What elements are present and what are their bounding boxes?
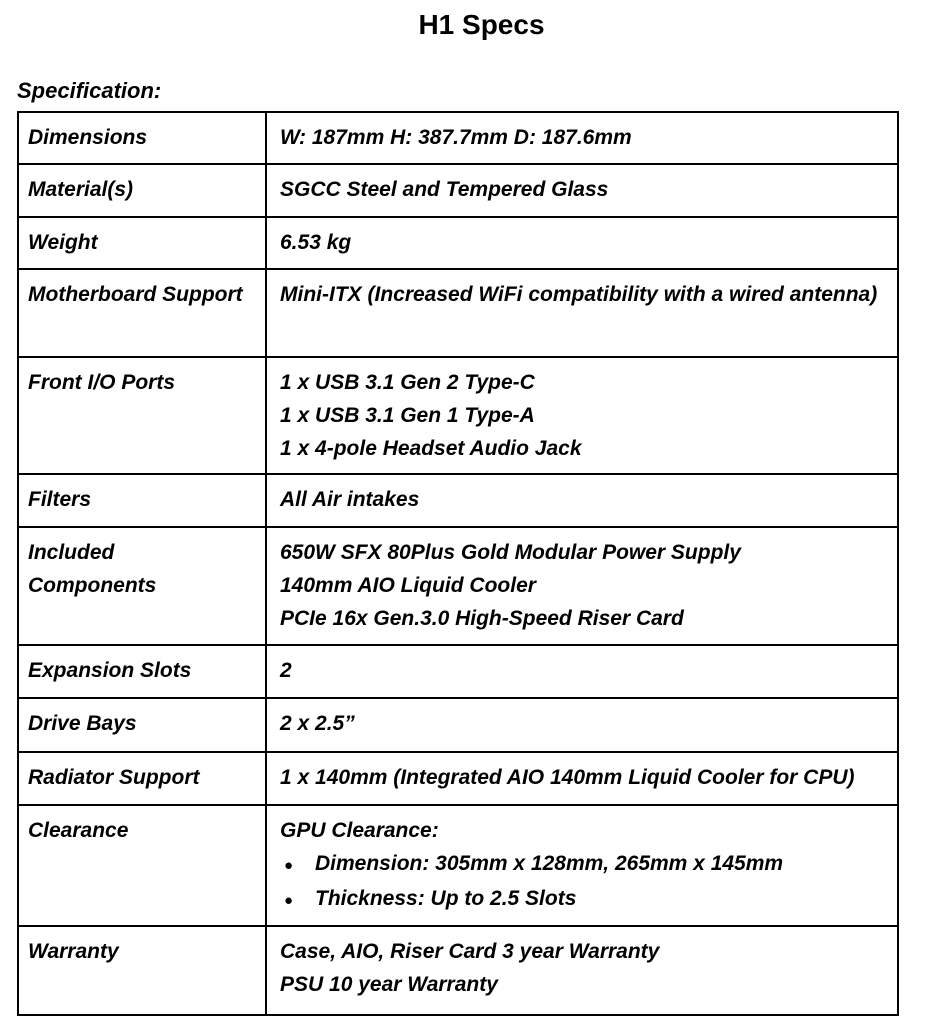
spec-label-radiator-support	[18, 752, 266, 805]
label-text: Motherboard Support	[28, 283, 243, 306]
label-text: Expansion Slots	[28, 659, 192, 682]
bullet-item	[280, 847, 887, 882]
table-row	[18, 112, 898, 164]
table-row	[18, 217, 898, 269]
spec-value-expansion-slots	[266, 645, 898, 698]
spec-value-radiator-support	[266, 752, 898, 805]
table-row	[18, 752, 898, 805]
table-row	[18, 805, 898, 926]
table-row	[18, 357, 898, 474]
value-text: 6.53 kg	[280, 231, 352, 254]
table-row	[18, 698, 898, 752]
label-text: Radiator Support	[28, 766, 200, 789]
section-heading: Specification:	[17, 78, 162, 103]
bullet-icon: ●	[284, 892, 294, 909]
spec-label-motherboard-support	[18, 269, 266, 357]
label-text: Material(s)	[28, 178, 134, 201]
spec-label-front-io-ports	[18, 357, 266, 474]
table-row	[18, 926, 898, 1015]
value-text: 1 x USB 3.1 Gen 1 Type-A	[280, 404, 535, 427]
spec-value-filters	[266, 474, 898, 527]
spec-value-dimensions	[266, 112, 898, 164]
label-text: Warranty	[28, 940, 119, 963]
spec-value-materials	[266, 164, 898, 217]
value-text: Case, AIO, Riser Card 3 year Warranty	[280, 940, 660, 963]
bullet-text: Dimension: 305mm x 128mm, 265mm x 145mm	[315, 852, 784, 875]
spec-label-weight	[18, 217, 266, 269]
value-text: 650W SFX 80Plus Gold Modular Power Supply	[280, 541, 741, 564]
spec-value-motherboard-support	[266, 269, 898, 357]
spec-label-dimensions	[18, 112, 266, 164]
label-text: Included	[28, 541, 115, 564]
bullet-item	[280, 882, 887, 917]
value-text: 1 x 4-pole Headset Audio Jack	[280, 437, 582, 460]
value-text: All Air intakes	[280, 488, 420, 511]
label-text: Weight	[28, 231, 98, 254]
value-text: SGCC Steel and Tempered Glass	[280, 178, 609, 201]
spec-value-warranty	[266, 926, 898, 1015]
spec-label-clearance	[18, 805, 266, 926]
label-text: Components	[28, 574, 157, 597]
label-text: Drive Bays	[28, 712, 137, 735]
spec-value-included-components	[266, 527, 898, 645]
value-text: W: 187mm H: 387.7mm D: 187.6mm	[280, 126, 632, 149]
value-text: 2 x 2.5”	[280, 712, 355, 735]
label-text: Clearance	[28, 819, 129, 842]
label-text: Front I/O Ports	[28, 371, 175, 394]
value-text: PSU 10 year Warranty	[280, 973, 498, 996]
spec-value-front-io-ports	[266, 357, 898, 474]
value-text: PCIe 16x Gen.3.0 High-Speed Riser Card	[280, 607, 684, 630]
value-text: Mini-ITX (Increased WiFi compatibility with a wired antenna)	[280, 283, 878, 306]
bullet-text: Thickness: Up to 2.5 Slots	[315, 887, 577, 910]
spec-label-included-components	[18, 527, 266, 645]
spec-label-warranty	[18, 926, 266, 1015]
spec-label-drive-bays	[18, 698, 266, 752]
table-row	[18, 645, 898, 698]
spec-value-weight	[266, 217, 898, 269]
spec-value-clearance	[266, 805, 898, 926]
spec-value-drive-bays	[266, 698, 898, 752]
value-text: 140mm AIO Liquid Cooler	[280, 574, 536, 597]
label-text: Filters	[28, 488, 92, 511]
spec-table	[17, 111, 899, 1016]
value-text: GPU Clearance:	[280, 819, 439, 842]
value-text: 2	[280, 659, 292, 682]
value-text: 1 x USB 3.1 Gen 2 Type-C	[280, 371, 535, 394]
table-row	[18, 474, 898, 527]
table-row	[18, 164, 898, 217]
spec-label-expansion-slots	[18, 645, 266, 698]
label-text: Dimensions	[28, 126, 148, 149]
page-title: H1 Specs	[418, 9, 545, 40]
table-row	[18, 527, 898, 645]
bullet-icon: ●	[284, 857, 294, 874]
spec-label-filters	[18, 474, 266, 527]
table-row	[18, 269, 898, 357]
value-text: 1 x 140mm (Integrated AIO 140mm Liquid Cooler for CPU)	[280, 766, 855, 789]
spec-label-materials	[18, 164, 266, 217]
